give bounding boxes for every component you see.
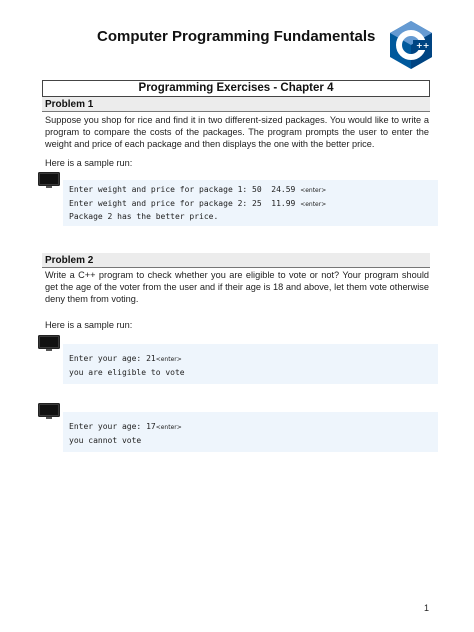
svg-text:++: ++ (416, 41, 430, 50)
problem-2-sample-label: Here is a sample run: (45, 320, 133, 330)
problem-2-sample-output-1 (63, 344, 438, 384)
problem-1-sample-output (63, 180, 438, 226)
code-line: Enter weight and price for package 2: 25 11.99 <enter> (69, 198, 327, 208)
monitor-icon (38, 335, 60, 352)
code-line: Package 2 has the better price. (69, 212, 219, 221)
page-number: 1 (424, 603, 430, 613)
problem-1-sample-label: Here is a sample run: (45, 158, 133, 168)
problem-2-heading: Problem 2 (42, 253, 430, 268)
problem-1-description: Suppose you shop for rice and find it in two different-sized packages. You would like to write a program to compare the costs of the packages. The program prompts the user to enter the weight and price of each package and then displays the one with the better price. (45, 115, 429, 150)
monitor-icon (38, 403, 60, 420)
code-line: Enter weight and price for package 1: 50 24.59 <enter> (69, 185, 327, 194)
problem-2-sample-output-2 (63, 412, 438, 452)
code-line: you are eligible to vote (69, 367, 185, 377)
code-line: Enter your age: 21<enter> (69, 354, 182, 363)
section-title: Programming Exercises - Chapter 4 (42, 80, 430, 97)
code-line: Enter your age: 17<enter> (69, 422, 182, 431)
problem-1-heading: Problem 1 (42, 97, 430, 112)
cpp-logo-icon (386, 20, 436, 70)
monitor-icon (38, 172, 60, 189)
code-line: you cannot vote (69, 435, 142, 445)
problem-2-description: Write a C++ program to check whether you are eligible to vote or not? Your program should get the age of the voter from the user and if their age is 18 and above, let them vote otherwise deny them from voting. (45, 270, 429, 305)
page-title: Computer Programming Fundamentals (97, 28, 376, 45)
